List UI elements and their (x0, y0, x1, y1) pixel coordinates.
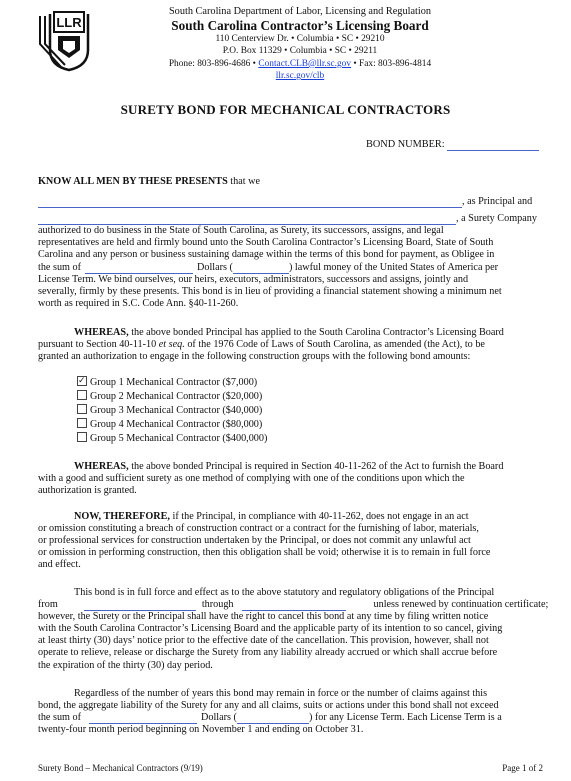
text-line: with a good and sufficient surety as one method of complying with one of the conditions upon which the (38, 473, 465, 485)
text-line: or professional services for construction undertaken by the Principal, or does not commit any unlawful act (38, 535, 471, 547)
sum-of-text: the sum of (38, 261, 82, 273)
whereas-heading: WHEREAS, (74, 461, 129, 472)
through-text: through (201, 599, 234, 611)
group-1-option[interactable] (77, 376, 257, 389)
et-seq-text: et seq. (158, 339, 185, 351)
group-2-checkbox[interactable] (77, 390, 87, 400)
bond-number-row (366, 139, 539, 151)
phone-text: Phone: 803-896-4686 • (168, 58, 259, 69)
text-line: if the Principal, in compliance with 40-11-262, does not engage in an act (169, 511, 469, 522)
website-link[interactable]: llr.sc.gov/clb (275, 71, 325, 82)
text-line: Carolina and any person or business sustaining damage within the terms of this bond for payment, as Obligee in (38, 249, 495, 261)
now-therefore-heading: NOW, THEREFORE, (74, 511, 170, 522)
text-line: with the South Carolina Contractor’s Licensing Board and the applicable party of its intention to so cancel, giving (38, 623, 503, 635)
group-3-label: Group 3 Mechanical Contractor ($40,000) (90, 405, 263, 416)
text-line: pursuant to Section 40-11-10 (38, 339, 159, 351)
as-principal-text: , as Principal and (462, 196, 533, 208)
contact-line (140, 58, 460, 70)
board-name: South Carolina Contractor’s Licensing Board (171, 18, 429, 33)
surety-company-text: , a Surety Company (456, 213, 537, 225)
paragraph-whereas-1 (38, 327, 543, 363)
dollars-text: Dollars ( (197, 261, 233, 273)
text-line: of the 1976 Code of Laws of South Carolina, as amended (the Act), to be (184, 339, 485, 351)
that-we-text: that we (227, 176, 260, 187)
text-line: however, the Surety or the Principal shall have the right to cancel this bond at any time by filing written notice (38, 611, 489, 623)
group-3-option[interactable] (77, 404, 262, 417)
text-line: severally, firmly by these presents. This bond is in lieu of providing a financial statement showing a minimum net (38, 285, 502, 297)
whereas-heading: WHEREAS, (74, 327, 129, 338)
liability-amount-field[interactable] (237, 713, 309, 724)
text-line: License Term. We bind ourselves, our heirs, executors, administrators, successors and assigns, jointly and (38, 273, 469, 285)
text-line: worth as required in S.C. Code Ann. §40-11-260. (38, 297, 239, 309)
po-box: P.O. Box 11329 • Columbia • SC • 29211 (222, 46, 378, 57)
group-5-checkbox[interactable] (77, 432, 87, 442)
text-line: Regardless of the number of years this bond may remain in force or the number of claims against this (74, 688, 488, 699)
through-date-field[interactable] (242, 600, 346, 611)
website-line (140, 70, 460, 82)
group-1-checkbox[interactable] (77, 376, 87, 386)
llr-logo-icon (36, 8, 102, 72)
paragraph-now-therefore (38, 511, 543, 571)
group-4-label: Group 4 Mechanical Contractor ($80,000) (90, 419, 263, 430)
from-date-field[interactable] (84, 600, 196, 611)
email-link[interactable]: Contact.CLB@llr.sc.gov (258, 58, 352, 69)
paragraph-know-all-men (38, 176, 543, 310)
group-5-option[interactable] (77, 432, 267, 445)
text-line: granted an authorization to engage in the following construction groups with the following bond amounts: (38, 351, 471, 363)
sum-words-field[interactable] (85, 263, 193, 274)
unless-renewed-text: unless renewed by continuation certificate; (373, 599, 549, 611)
license-term-text: ) for any License Term. Each License Term is a (308, 712, 502, 724)
fax-text: • Fax: 803-896-4814 (351, 58, 432, 69)
text-line: twenty-four month period beginning on November 1 and ending on October 31. (38, 724, 364, 736)
dollars-text: Dollars ( (201, 712, 237, 724)
principal-name-field[interactable] (38, 197, 462, 208)
group-2-label: Group 2 Mechanical Contractor ($20,000) (90, 391, 263, 402)
street-address: 110 Centerview Dr. • Columbia • SC • 29210 (215, 34, 385, 44)
text-line: or omission in performing construction, then this obligation shall be void; otherwise it is to remain in full force (38, 547, 491, 559)
sum-amount-field[interactable] (233, 263, 289, 274)
text-line: operate to relieve, release or discharge the Surety from any liability already accrued or which shall accrue before (38, 647, 498, 659)
text-line: authorized to do business in the State of South Carolina, as Surety, its successors, assigns, and legal (38, 225, 444, 237)
letterhead (140, 6, 460, 83)
footer-form-name: Surety Bond – Mechanical Contractors (9/19) (38, 763, 203, 773)
text-line: the above bonded Principal has applied to the South Carolina Contractor’s Licensing Board (128, 327, 504, 338)
group-4-checkbox[interactable] (77, 418, 87, 428)
lawful-money-text: ) lawful money of the United States of America per (288, 261, 499, 273)
text-line: the expiration of the thirty (30) day period. (38, 659, 213, 671)
sum-of-text: the sum of (38, 712, 82, 724)
text-line: bond, the aggregate liability of the Surety for any and all claims, suits or actions under this bond shall not exceed (38, 700, 499, 712)
text-line: representatives are held and firmly bound unto the South Carolina Contractor’s Licensing Board, State of South (38, 237, 494, 249)
text-line: This bond is in full force and effect as to the above statutory and regulatory obligations of the Principal (74, 587, 495, 598)
footer-page-number: Page 1 of 2 (502, 763, 543, 773)
group-1-label: Group 1 Mechanical Contractor ($7,000) (90, 377, 258, 388)
text-line: or omission constituting a breach of construction contract or a contract for the furnishing of labor, materials, (38, 523, 479, 535)
text-line: and effect. (38, 559, 81, 571)
department-name: South Carolina Department of Labor, Licensing and Regulation (168, 6, 432, 17)
text-line: at least thirty (30) days’ notice prior to the effective date of the cancellation. This provision, however, shall not (38, 635, 489, 647)
bond-number-label: BOND NUMBER: (366, 139, 445, 150)
know-all-men-heading: KNOW ALL MEN BY THESE PRESENTS (38, 176, 228, 187)
paragraph-whereas-2 (38, 461, 543, 497)
paragraph-aggregate-liability (38, 688, 543, 736)
bond-number-field[interactable] (447, 140, 539, 151)
group-3-checkbox[interactable] (77, 404, 87, 414)
from-text: from (38, 599, 58, 611)
paragraph-term (38, 587, 549, 672)
group-2-option[interactable] (77, 390, 262, 403)
document-title: SURETY BOND FOR MECHANICAL CONTRACTORS (120, 102, 451, 117)
group-4-option[interactable] (77, 418, 262, 431)
liability-words-field[interactable] (89, 713, 197, 724)
group-5-label: Group 5 Mechanical Contractor ($400,000) (90, 433, 268, 444)
text-line: the above bonded Principal is required in Section 40-11-262 of the Act to furnish the Board (128, 461, 504, 472)
surety-company-field[interactable] (38, 214, 456, 225)
logo-text: LLR (56, 15, 82, 30)
text-line: authorization is granted. (38, 485, 137, 497)
